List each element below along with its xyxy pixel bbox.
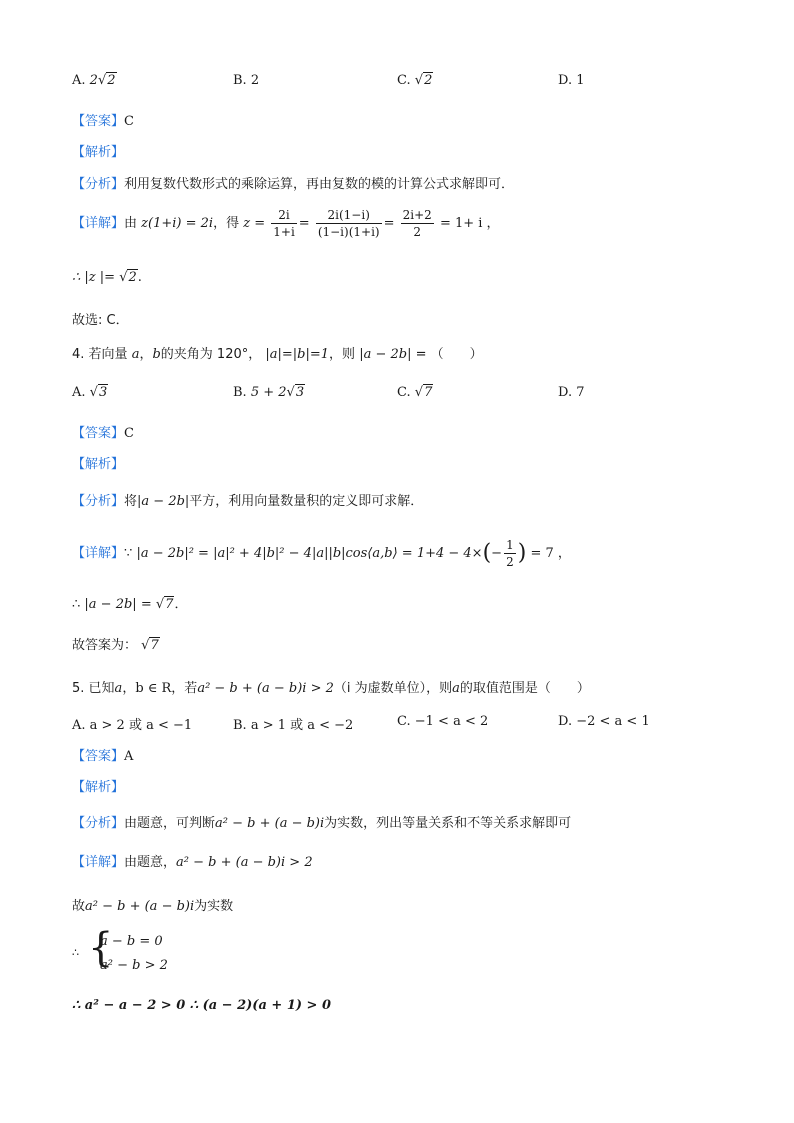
detail-tag: 【详解】	[72, 546, 125, 561]
vector-b: b	[152, 347, 161, 362]
fraction-2	[316, 207, 382, 240]
stem-text: ，b ∈ R，若	[122, 681, 198, 696]
q4-stem	[72, 343, 483, 362]
stem-text: 的夹角为 120°，	[160, 347, 262, 362]
radicand: 7	[150, 638, 159, 653]
q3-option-b[interactable]	[233, 73, 259, 88]
analysis-tag: 【解析】	[72, 145, 125, 160]
gu-text: 为实数	[194, 899, 234, 914]
stem-text: 5. 已知	[72, 681, 115, 696]
radicand: 2	[128, 270, 137, 285]
therefore-text: ∴ |z |=	[72, 270, 116, 285]
sqrt-symbol: √2	[414, 73, 433, 88]
answer-tag: 【答案】	[72, 426, 125, 441]
because-symbol: ∵	[124, 546, 133, 561]
q5-stem	[72, 677, 590, 696]
fenxi-text: 由题意，可判断	[124, 816, 216, 831]
q4-option-c[interactable]	[397, 385, 433, 400]
detail-text: ，得	[213, 216, 240, 231]
radicand: 3	[98, 385, 108, 400]
period: ．	[174, 597, 188, 612]
q3-choose	[72, 309, 129, 328]
q3-analysis-heading	[72, 141, 124, 160]
option-text: A. a > 2 或 a < −1	[72, 718, 193, 733]
variable-a: a	[114, 681, 123, 696]
fraction-denominator: 2	[413, 225, 422, 239]
stem-end: 的取值范围是（ ）	[459, 681, 590, 696]
option-text: D. 7	[558, 385, 585, 400]
q3-option-d[interactable]	[558, 73, 585, 88]
fenxi-text: 将	[124, 494, 138, 509]
option-text: D. 1	[558, 73, 585, 88]
q4-therefore	[72, 593, 187, 612]
q5-option-b[interactable]	[233, 714, 353, 733]
sqrt-symbol: √7	[155, 597, 174, 612]
option-text: C. −1 < a < 2	[397, 714, 489, 729]
target-expr: |a − 2b|	[359, 347, 412, 362]
option-text: D. −2 < a < 1	[558, 714, 650, 729]
q4-option-b[interactable]	[233, 385, 305, 400]
q3-fenxi	[72, 173, 514, 192]
detail-expr: |a − 2b|² = |a|² + 4|b|² − 4|a||b|cos⟨a,b⟩ = 1+4 − 4×	[136, 546, 483, 561]
q5-sys-therefore	[72, 946, 79, 959]
q4-option-d[interactable]	[558, 385, 585, 400]
radicand: 7	[165, 597, 174, 612]
fraction-3	[401, 207, 434, 240]
fraction-half	[504, 537, 516, 570]
fraction-denominator: (1−i)(1+i)	[317, 225, 380, 239]
analysis-tag: 【解析】	[72, 457, 125, 472]
option-text: B. a > 1 或 a < −2	[233, 718, 354, 733]
therefore-expr: |a − 2b| =	[84, 597, 152, 612]
gu-text: 故	[72, 899, 86, 914]
fenxi-text: 利用复数代数形式的乘除运算，再由复数的模的计算公式求解即可．	[124, 177, 515, 192]
sqrt-symbol: √7	[414, 385, 433, 400]
q4-option-a[interactable]	[72, 385, 108, 400]
q5-option-c[interactable]	[397, 714, 488, 729]
q3-therefore	[72, 270, 142, 285]
stem-end: = （ ）	[415, 347, 483, 362]
detail-text: 由题意，	[124, 855, 177, 870]
sqrt-symbol: √3	[89, 385, 108, 400]
q3-option-c[interactable]	[397, 73, 433, 88]
fraction-numerator: 1	[506, 538, 514, 552]
option-label: B.	[233, 385, 247, 400]
separator: ，	[139, 347, 153, 362]
fenxi-text: 为实数，列出等量关系和不等关系求解即可	[324, 816, 572, 831]
option-text: 5 + 2	[250, 385, 287, 400]
q5-sys-line-2	[100, 958, 168, 973]
system-eq: a − b = 0	[100, 934, 163, 949]
last-line-text: ∴ a² − a − 2 > 0 ∴ (a − 2)(a + 1) > 0	[72, 998, 332, 1013]
detail-result: = 1+ i ，	[439, 216, 500, 231]
system-brace: {	[88, 925, 114, 971]
answer-value: A	[124, 749, 134, 764]
left-paren: (	[482, 540, 492, 566]
period: .	[137, 270, 142, 285]
system-ineq: a² − b > 2	[100, 958, 168, 973]
fraction-numerator: 2i+2	[402, 208, 432, 222]
variable-a: a	[452, 681, 460, 696]
therefore-symbol: ∴	[72, 946, 79, 959]
stem-expr: a² − b + (a − b)i > 2	[197, 681, 334, 696]
fenxi-tag: 【分析】	[72, 494, 125, 509]
gu-expr: a² − b + (a − b)i	[85, 899, 195, 914]
final-text: 故答案为：	[72, 638, 138, 653]
fenxi-tag: 【分析】	[72, 177, 125, 192]
choose-text: 故选: C．	[72, 313, 129, 328]
radicand: 7	[424, 385, 433, 400]
stem-text: （i 为虚数单位），则	[333, 681, 453, 696]
modulus: |a|=|b|=1	[265, 347, 330, 362]
q4-analysis-heading	[72, 453, 124, 472]
sqrt-symbol: √3	[286, 385, 305, 400]
q4-detail: 【详解】∵ |a − 2b|² = |a|² + 4|b|² − 4|a||b|cos⟨a,b⟩ = 1+4 − 4×(− $\frac{1}{2}$ ) = 7 ，	[72, 538, 571, 569]
q5-detail	[72, 851, 313, 870]
fraction-1	[271, 207, 297, 240]
radicand: 3	[295, 385, 305, 400]
q5-fenxi	[72, 812, 571, 831]
fenxi-tag: 【分析】	[72, 816, 125, 831]
answer-tag: 【答案】	[72, 114, 125, 129]
sqrt-symbol: √2	[119, 270, 137, 285]
radicand: 2	[424, 73, 433, 88]
answer-value: C	[124, 114, 134, 129]
sqrt-symbol: √2	[97, 73, 116, 88]
q4-final	[72, 634, 160, 653]
detail-z: z =	[243, 216, 266, 231]
detail-tag: 【详解】	[72, 216, 125, 231]
analysis-tag: 【解析】	[72, 780, 125, 795]
fraction-numerator: 2i(1−i)	[316, 207, 382, 224]
detail-result: = 7 ，	[530, 546, 571, 561]
q5-last-line	[72, 998, 331, 1013]
q3-option-a[interactable]	[72, 73, 117, 88]
q4-answer	[72, 422, 134, 441]
sqrt-symbol: √7	[141, 638, 159, 653]
detail-expr: a² − b + (a − b)i > 2	[176, 855, 313, 870]
q3-detail: 【详解】由 z(1+i) = 2i，得 z = $\frac{2i}{1+i}$ = $\frac{2i(1-i)}{(1-i)(1+i)}$ = $\frac{2i+2}{2}$ = 1+ i ，	[72, 208, 500, 239]
fraction-denominator: 1+i	[273, 225, 295, 239]
answer-value: C	[124, 426, 134, 441]
fraction-numerator: 2i	[271, 207, 297, 224]
q5-option-a[interactable]	[72, 714, 192, 733]
fenxi-expr: a² − b + (a − b)i	[215, 816, 325, 831]
q5-sys-line-1	[100, 934, 163, 949]
option-coef: 2	[89, 73, 98, 88]
q5-analysis-heading	[72, 776, 124, 795]
stem-text: 4. 若向量	[72, 347, 128, 362]
stem-text: ，则	[329, 347, 356, 362]
fenxi-text: 平方，利用向量数量积的定义即可求解．	[189, 494, 424, 509]
vector-a: a	[131, 347, 140, 362]
right-paren: )	[517, 540, 527, 566]
q5-gu	[72, 895, 233, 914]
option-label: A.	[72, 73, 86, 88]
option-label: C.	[397, 73, 411, 88]
therefore-symbol: ∴	[72, 597, 81, 612]
detail-equation: z(1+i) = 2i	[141, 216, 214, 231]
option-label: C.	[397, 385, 411, 400]
q3-answer	[72, 110, 134, 129]
q4-fenxi	[72, 490, 423, 509]
detail-text: 由	[124, 216, 138, 231]
option-text: B. 2	[233, 73, 260, 88]
q5-answer	[72, 745, 133, 764]
fenxi-expr: |a − 2b|	[137, 494, 190, 509]
radicand: 2	[107, 73, 116, 88]
q5-option-d[interactable]	[558, 714, 650, 729]
answer-tag: 【答案】	[72, 749, 125, 764]
fraction-denominator: 2	[506, 555, 514, 569]
option-label: A.	[72, 385, 86, 400]
detail-tag: 【详解】	[72, 855, 125, 870]
